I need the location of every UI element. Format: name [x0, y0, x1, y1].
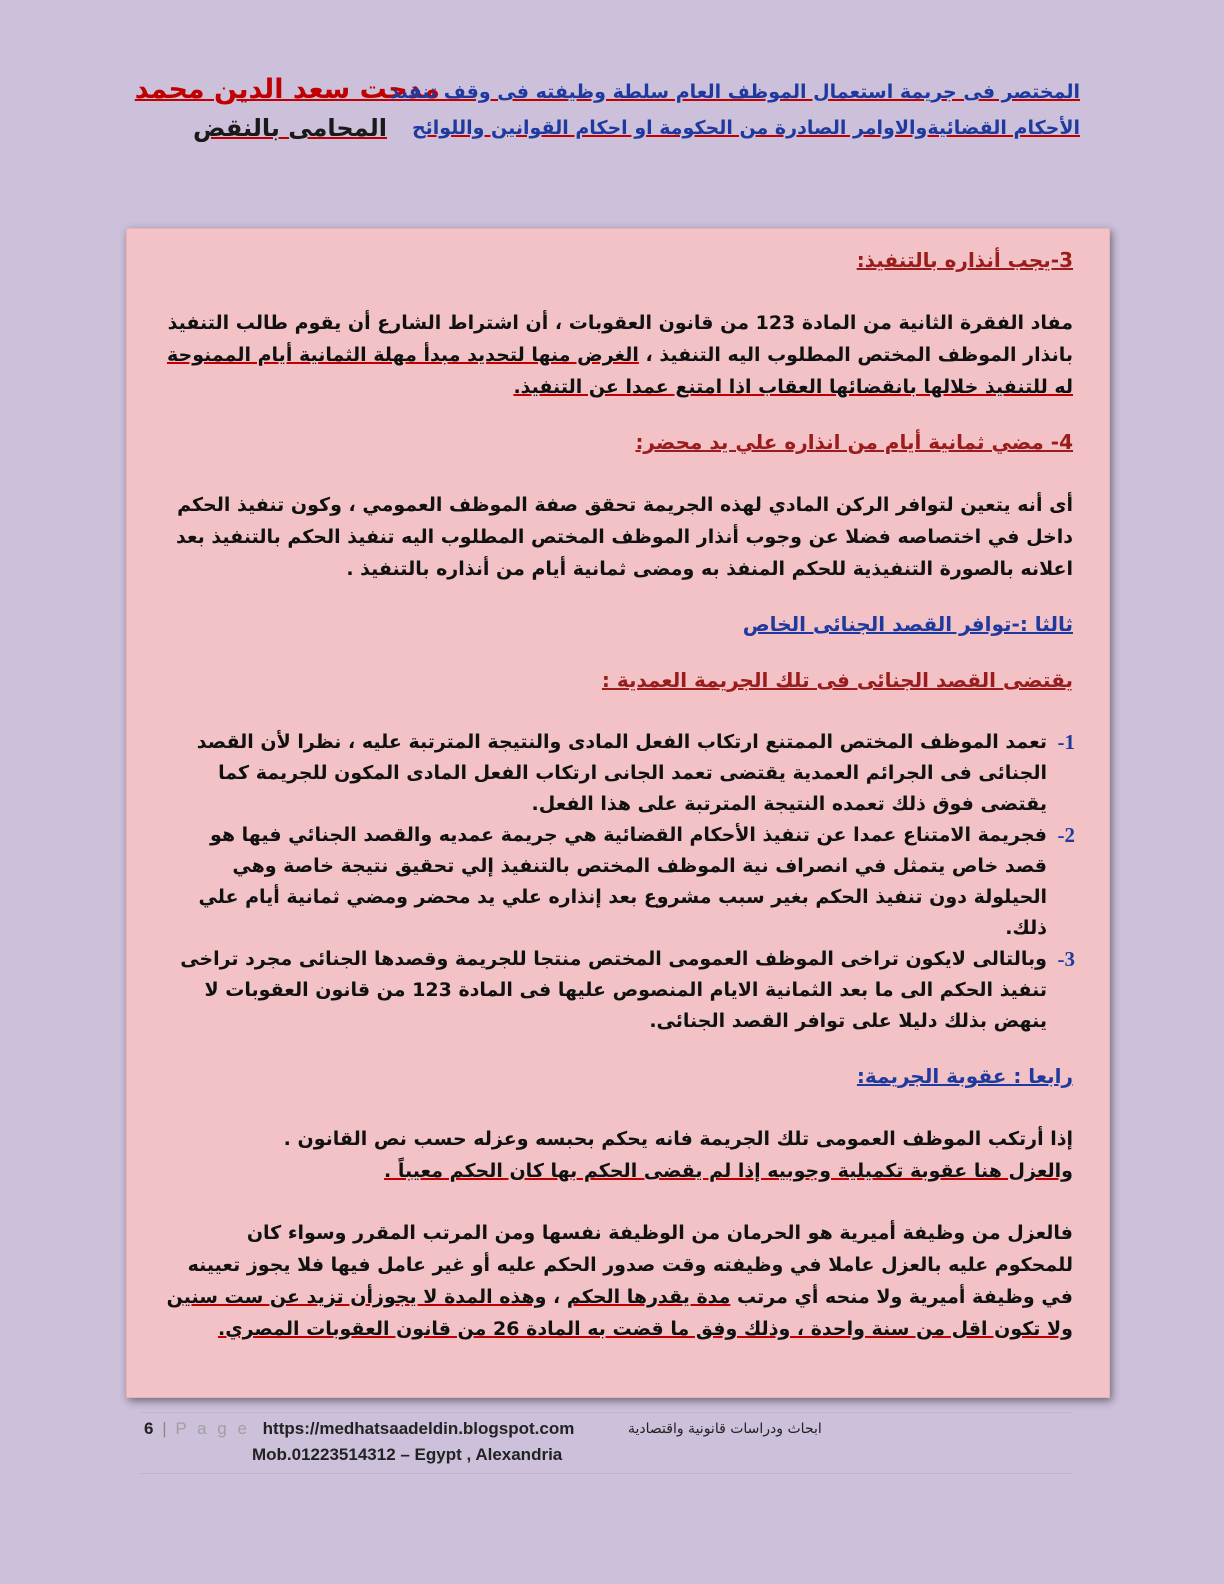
document-title-block	[389, 74, 1080, 146]
footer-arabic-label: ابحاث ودراسات قانونية واقتصادية	[628, 1421, 822, 1437]
page-footer	[140, 1412, 1072, 1474]
page-number: 6	[144, 1419, 154, 1438]
list-item-number: 1-	[1057, 730, 1075, 754]
list-item	[163, 727, 1073, 820]
dismissal-paragraph	[163, 1217, 1073, 1345]
document-title-line-2: الأحكام القضائيةوالاوامر الصادرة من الحكومة او احكام القوانين واللوائح	[411, 117, 1080, 139]
footer-page-info	[144, 1419, 574, 1439]
penalty-text: إذا أرتكب الموظف العمومى تلك الجريمة فانه يحكم بحبسه وعزله حسب نص القانون .	[283, 1128, 1073, 1150]
page-word: P a g e	[175, 1419, 250, 1438]
list-item-text: تعمد الموظف المختص الممتنع ارتكاب الفعل المادى والنتيجة المترتبة عليه ، نظرا لأن القصد الجنائى فى الجرائم العمدية يقتضى تعمد الجانى ارتكاب الفعل المادى المكون للجريمة كما يقتضى فوق ذلك تعمده النتيجة المترتبة على هذا الفعل.	[196, 731, 1047, 815]
document-title-line-1: المختصر فى جريمة استعمال الموظف العام سلطة وظيفته فى وقف تنفيذ	[389, 81, 1080, 103]
footer-contact: Mob.01223514312 – Egypt , Alexandria	[252, 1445, 563, 1464]
section-3-paragraph	[163, 307, 1073, 403]
penalty-paragraph	[163, 1123, 1073, 1187]
content-card	[126, 228, 1110, 1398]
dismissal-separator: ،	[546, 1286, 567, 1308]
penalty-underlined-text: والعزل هنا عقوبة تكميلية وجوبيه إذا لم يقضى الحكم بها كان الحكم معيباً .	[383, 1160, 1073, 1182]
section-3-heading: 3-يجب أنذاره بالتنفيذ:	[856, 248, 1073, 272]
section-3-text: مفاد الفقرة الثانية من المادة 123 من قانون العقوبات ، أن اشتراط الشارع أن يقوم طالب التنفيذ بانذار الموظف المختص المطلوب اليه التنفيذ ،	[167, 312, 1073, 366]
list-item	[163, 944, 1073, 1037]
footer-url: https://medhatsaadeldin.blogspot.com	[262, 1419, 575, 1438]
list-item-number: 2-	[1057, 823, 1075, 847]
criminal-intent-list	[163, 727, 1073, 1037]
section-third-heading: ثالثا :-توافر القصد الجنائى الخاص	[742, 612, 1073, 636]
list-item-text: فجريمة الامتناع عمدا عن تنفيذ الأحكام القضائية هي جريمة عمديه والقصد الجنائي فيها هو قصد خاص يتمثل في انصراف نية الموظف المختص بالتنفيذ إلي تحقيق نتيجة خاصة وهي الحيلولة دون تنفيذ الحكم بغير سبب مشروع بعد إنذاره علي يد محضر ومضي ثمانية أيام علي ذلك.	[198, 824, 1047, 939]
section-4-heading: 4- مضي ثمانية أيام من انذاره علي يد محضر:	[635, 430, 1073, 454]
section-3-underlined-text: الغرض منها لتحديد مبدأ مهلة الثمانية أيام الممنوحة له للتنفيذ خلالها بانقضائها العقاب اذا امتنع عمدا عن التنفيذ.	[167, 344, 1073, 398]
section-fourth-heading: رابعا : عقوبة الجريمة:	[856, 1064, 1073, 1088]
content-body	[163, 243, 1073, 1345]
page-separator: |	[162, 1419, 167, 1438]
criminal-intent-heading: يقتضى القصد الجنائى فى تلك الجريمة العمدية :	[601, 668, 1073, 692]
list-item-number: 3-	[1057, 947, 1075, 971]
author-role: المحامى بالنقض	[193, 114, 387, 142]
dismissal-underlined-2: وهذه المدة لا يجوزأن تزيد عن ست سنين ولا تكون اقل من سنة واحدة ، وذلك وفق ما قضت به المادة 26 من قانون العقوبات المصري.	[166, 1286, 1073, 1340]
list-item	[163, 820, 1073, 944]
list-item-text: وبالتالى لايكون تراخى الموظف العمومى المختص منتجا للجريمة وقصدها الجنائى مجرد تراخى تنفيذ الحكم الى ما بعد الثمانية الايام المنصوص عليها فى المادة 123 من قانون العقوبات لا ينهض بذلك دليلا على توافر القصد الجنائى.	[180, 948, 1047, 1032]
dismissal-text: فالعزل من وظيفة أميرية هو الحرمان من الوظيفة نفسها ومن المرتب المقرر وسواء كان للمحكوم عليه بالعزل عاملا في وظيفته وقت صدور الحكم عليه أو غير عامل فيها فلا يجوز تعيينه في وظيفة أميرية ولا منحه أي مرتب	[187, 1222, 1073, 1308]
dismissal-underlined-1: مدة يقدرها الحكم	[566, 1286, 731, 1308]
section-4-paragraph: أى أنه يتعين لتوافر الركن المادي لهذه الجريمة تحقق صفة الموظف العمومي ، وكون تنفيذ الحكم داخل في اختصاصه فضلا عن وجوب أنذار الموظف المختص المطلوب اليه تنفيذ الحكم بالتنفيذ بعد اعلانه بالصورة التنفيذية للحكم المنفذ به ومضى ثمانية أيام من أنذاره بالتنفيذ .	[175, 494, 1073, 580]
author-name: مدحت سعد الدين محمد	[134, 74, 440, 105]
page-header	[134, 70, 1080, 160]
